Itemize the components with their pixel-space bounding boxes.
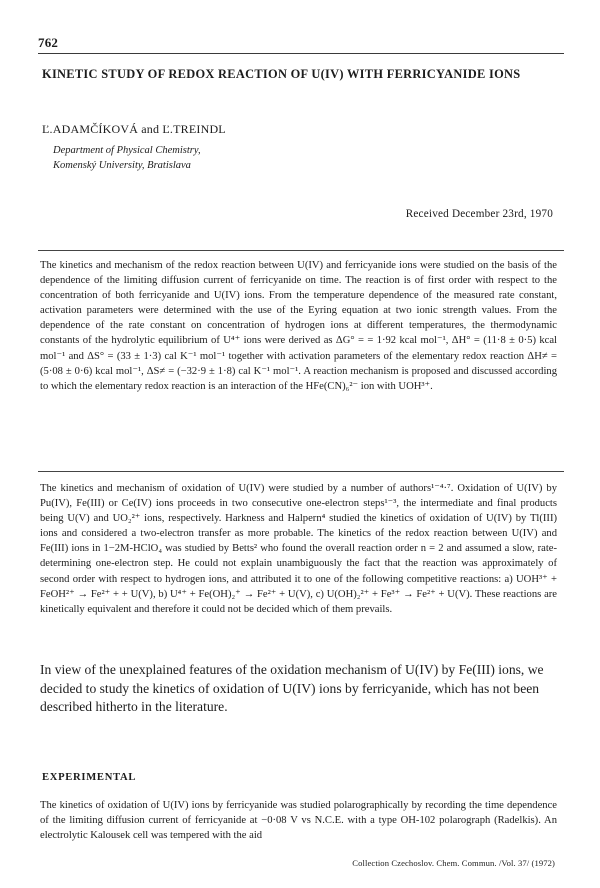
authors: Ľ.ADAMČÍKOVÁ and Ľ.TREINDL [42,122,226,136]
abstract: The kinetics and mechanism of the redox reaction between U(IV) and ferricyanide ions were studied on the basis of the dependence of the limiting diffusion current of ferricyanide on time. The reaction is of first order with respect to the concentration of both ferricyanide and U(IV) ions. From the temperature dependence of the measured rate constant, activation parameters were determined with the use of the Eyring equation at two ionic strength values. From the dependence of the rate constant on concentration of hydrogen ions at different temperatures, the thermodynamic constants of the hydrolytic equilibrium of U⁴⁺ ions were derived as ΔG° = = 1·92 kcal mol⁻¹, ΔH° = (11·8 ± 0·5) kcal mol⁻¹ and ΔS° = (33 ± 1·3) cal K⁻¹ mol⁻¹ together with activation parameters of the elementary redox reaction ΔH≠ = (5·08 ± 0·6) kcal mol⁻¹, ΔS≠ = (−32·9 ± 1·8) cal K⁻¹ mol⁻¹. A reaction mechanism is proposed and discussed according to which the elementary redox reaction is an interaction of the HFe(CN)₆²⁻ ion with UOH³⁺. [40,260,557,392]
page-number: 762 [38,35,59,50]
journal-footer: Collection Czechoslov. Chem. Commun. /Vol. 37/ (1972) [352,858,555,868]
experimental-paragraph: The kinetics of oxidation of U(IV) ions by ferricyanide was studied polarographically by recording the time dependence of the limiting diffusion current of ferricyanide at −0·08 V vs N.C.E. with a type OH-102 polarograph (Radelkis). An electrolytic Kalousek cell was tempered with the aid [40,800,557,842]
header-rule [38,53,564,54]
motivation-paragraph: In view of the unexplained features of the oxidation mechanism of U(IV) by Fe(III) ions, we decided to study the kinetics of oxidation of U(IV) ions by ferricyanide, which has not been described hitherto in the literature. [40,662,544,715]
abstract-bottom-rule [38,471,564,472]
affiliation [53,143,201,173]
abstract-top-rule [38,250,564,251]
affiliation-university: Komenský University, Bratislava [53,160,191,171]
received-date: Received December 23rd, 1970 [405,208,553,220]
article-title: KINETIC STUDY OF REDOX REACTION OF U(IV) WITH FERRICYANIDE IONS [42,67,521,81]
section-heading-experimental: EXPERIMENTAL [42,772,137,783]
affiliation-department: Department of Physical Chemistry, [53,145,201,156]
intro-paragraph: The kinetics and mechanism of oxidation of U(IV) were studied by a number of authors¹⁻⁴·⁷. Oxidation of U(IV) by Pu(IV), Fe(III) or Ce(IV) ions proceeds in two consecutive one-electron steps¹⁻³, the intermediate and final products being U(V) and UO₂²⁺ ions, respectively. Harkness and Halpern⁴ studied the kinetics of oxidation of U(IV) by Tl(III) ions and considered a two-electron transfer as more probable. The kinetics of the redox reaction between U(IV) and Fe(III) ions in 1−2M-HClO₄ was studied by Betts² who found the overall reaction order n = 2 and assumed a slow, rate-determining one-electron step. He could not explain unambiguously the fact that the reaction was approximately of second order with respect to hydrogen ions, and attributed it to one of the following competitive reactions: a) UOH³⁺ + FeOH²⁺ → Fe²⁺ + + U(V), b) U⁴⁺ + Fe(OH)₂⁺ → Fe²⁺ + U(V), c) U(OH)₂²⁺ + Fe³⁺ → Fe²⁺ + U(V). These reactions are kinetically equivalent and therefore it could not be decided which of them prevails. [40,483,557,615]
